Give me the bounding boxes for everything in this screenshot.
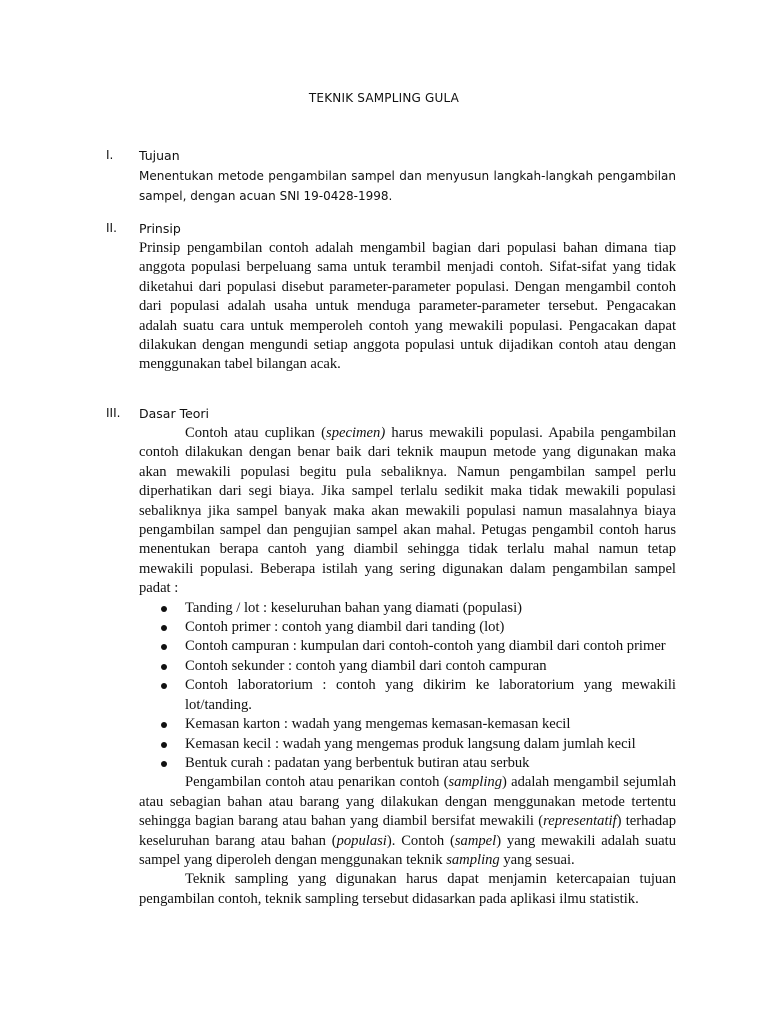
text-run: ) yang mewakili adalah suatu sampel yang diperoleh dengan menggunakan teknik (139, 832, 676, 868)
bullet-icon (161, 644, 167, 650)
paragraph-teknik: Teknik sampling yang digunakan harus dapat menjamin ketercapaian tujuan pengambilan contoh, teknik sampling tersebut didasarkan pada aplikasi ilmu statistik. (139, 871, 676, 907)
list-item-text: Kemasan karton : wadah yang mengemas kemasan-kemasan kecil (185, 716, 571, 733)
paragraph-contoh (139, 424, 676, 599)
text-run-italic: sampling (446, 851, 500, 868)
text-run-italic: populasi (336, 832, 387, 849)
list-item-text: Kemasan kecil : wadah yang mengemas produk langsung dalam jumlah kecil (185, 735, 636, 752)
text-run: Contoh atau cuplikan ( (185, 425, 327, 441)
text-run: Pengambilan contoh atau penarikan contoh ( (185, 774, 449, 791)
bullet-icon (161, 664, 167, 670)
list-item-text: Tanding / lot : keseluruhan bahan yang diamati (populasi) (185, 599, 522, 616)
section-text: Menentukan metode pengambilan sampel dan menyusun langkah-langkah pengambilan sampel, dengan acuan SNI 19-0428-1998. (139, 169, 676, 203)
bullet-icon (161, 683, 167, 689)
section-text: Prinsip pengambilan contoh adalah mengambil bagian dari populasi bahan dimana tiap anggota populasi berpeluang sama untuk terambil menjadi contoh. Sifat-sifat yang tidak diketahui dari populasi disebut parameter-parameter populasi. Dengan mengambil contoh dari populasi adalah usaha untuk menduga parameter-parameter tersebut. Pengacakan adalah suatu cara untuk memperoleh contoh yang mewakili populasi. Pengacakan dapat dilakukan dengan mengundi setiap anggota populasi untuk dijadikan contoh atau dengan menggunakan tabel bilangan acak. (139, 240, 676, 373)
list-item (139, 754, 676, 773)
text-run: yang sesuai. (499, 851, 575, 868)
list-item-text: Bentuk curah : padatan yang berbentuk butiran atau serbuk (185, 754, 530, 771)
bullet-icon (161, 761, 167, 767)
bullet-icon (161, 625, 167, 631)
text-run: harus mewakili populasi. Apabila pengambilan contoh dilakukan dengan benar baik dari teknik maupun metode yang digunakan maka akan mewakili populasi begitu pula sebaliknya. Namun pengambilan sampel perlu diperhatikan dari segi biaya. Jika sampel terlalu sedikit maka tidak mewakili populasi sebaliknya jika sampel banyak maka akan mewakili populasi namun masalahnya biaya pengambilan sampel dan pengujian sampel akan mahal. Petugas pengambil contoh harus menentukan berapa cantoh yang diambil sehingga tidak terlalu mahal namun tetap mewakili populasi. Beberapa istilah yang sering digunakan dalam pengambilan sampel padat : (139, 425, 676, 597)
list-item-text: Contoh campuran : kumpulan dari contoh-contoh yang diambil dari contoh primer (185, 638, 666, 655)
list-item (139, 637, 676, 656)
list-item (139, 735, 676, 754)
bullet-list (139, 599, 676, 774)
section-content (139, 146, 676, 206)
list-item-text: Contoh primer : contoh yang diambil dari tanding (lot) (185, 619, 505, 636)
text-run: ) terhadap keseluruhan barang atau bahan ( (139, 813, 676, 849)
section-numeral: III. (106, 406, 121, 420)
page-title: TEKNIK SAMPLING GULA (308, 91, 460, 105)
list-item (139, 676, 676, 715)
section-numeral: I. (106, 148, 114, 162)
list-item-text: Contoh laboratorium : contoh yang dikirim ke laboratorium yang mewakili lot/tanding. (185, 677, 676, 713)
text-run: ). Contoh ( (386, 832, 455, 849)
section-numeral: II. (106, 221, 117, 235)
text-run-italic: specimen) (326, 425, 386, 441)
list-item (139, 599, 676, 618)
bullet-icon (161, 606, 167, 612)
text-run-italic: sampel (454, 832, 497, 849)
text-run-italic: representatif (543, 813, 617, 830)
list-item-text: Contoh sekunder : contoh yang diambil dari contoh campuran (185, 657, 547, 674)
section-heading: Dasar Teori (139, 406, 210, 421)
section-content (139, 404, 676, 909)
bullet-icon (161, 722, 167, 728)
section-heading: Prinsip (139, 221, 181, 236)
text-run: ) adalah mengambil sejumlah atau sebagian bahan atau barang yang dilakukan dengan menggunakan metode tertentu sehingga bagian barang atau bahan yang diambil bersifat mewakili ( (139, 774, 676, 830)
list-item (139, 618, 676, 637)
list-item (139, 657, 676, 676)
text-run-italic: sampling (448, 774, 503, 791)
section-content (139, 219, 676, 375)
bullet-icon (161, 742, 167, 748)
list-item (139, 715, 676, 734)
section-heading: Tujuan (139, 148, 180, 163)
paragraph-pengambilan (139, 773, 676, 870)
